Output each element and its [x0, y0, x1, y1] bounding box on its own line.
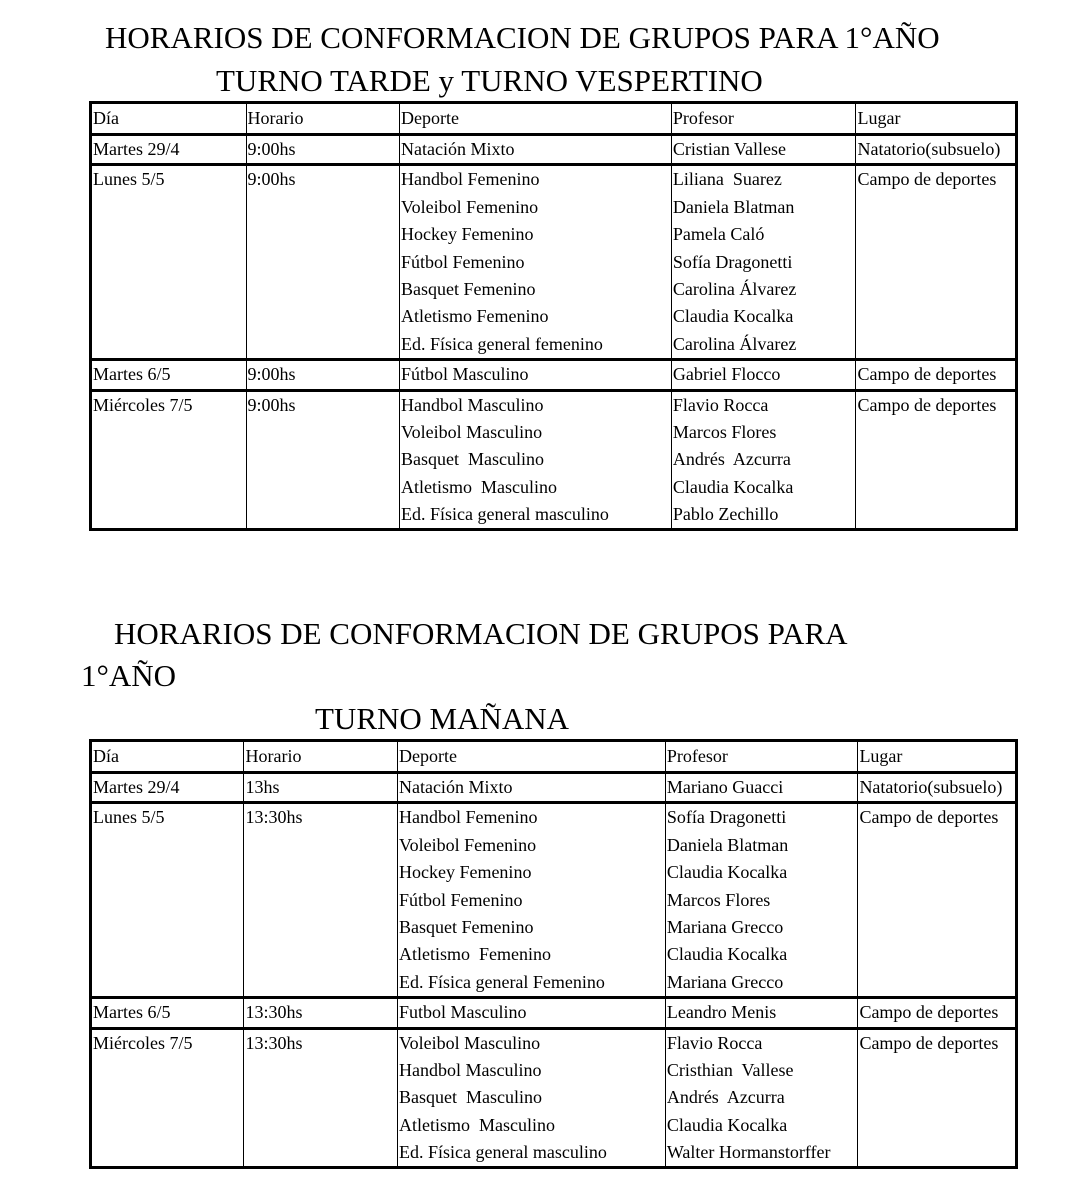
horario-text: 13:30hs	[245, 1032, 303, 1053]
cell-deporte	[397, 803, 665, 998]
table-row	[91, 390, 1017, 530]
cell-lugar	[856, 390, 1017, 530]
deporte-item: Fútbol Femenino	[400, 251, 525, 272]
lugar-text: Campo de deportes	[857, 169, 997, 190]
deporte-item: Voleibol Masculino	[398, 1032, 541, 1053]
deporte-item: Hockey Femenino	[400, 224, 534, 245]
deporte-item: Fútbol Femenino	[398, 889, 523, 910]
profesor-item: Mariana Grecco	[666, 971, 784, 992]
header-horario: Horario	[246, 103, 399, 135]
lugar-text: Campo de deportes	[857, 394, 997, 415]
deporte-item: Atletismo Masculino	[398, 1114, 555, 1135]
cell-deporte	[397, 773, 665, 803]
deporte-item: Handbol Masculino	[398, 1059, 542, 1080]
profesor-item: Andrés Azcurra	[672, 449, 791, 470]
profesor-item: Claudia Kocalka	[666, 1114, 788, 1135]
dia-text: Miércoles 7/5	[93, 1032, 193, 1053]
table-row	[91, 165, 1017, 360]
deporte-item: Natación Mixto	[398, 777, 513, 797]
cell-dia	[91, 165, 247, 360]
deporte-item: Basquet Masculino	[398, 1087, 542, 1108]
cell-horario	[244, 803, 397, 998]
deporte-item: Atletismo Femenino	[398, 944, 551, 965]
cell-deporte	[399, 360, 671, 390]
lugar-text: Campo de deportes	[859, 807, 999, 828]
header-deporte: Deporte	[397, 741, 665, 773]
deporte-item: Basquet Femenino	[398, 916, 534, 937]
profesor-item: Liliana Suarez	[672, 169, 782, 190]
horario-text: 9:00hs	[247, 394, 296, 415]
schedule-table-manana	[89, 739, 1018, 1169]
deporte-item: Fútbol Masculino	[400, 364, 529, 385]
deporte-item: Voleibol Femenino	[400, 196, 539, 217]
profesor-item: Leandro Menis	[666, 1002, 777, 1023]
cell-horario	[246, 165, 399, 360]
dia-text: Martes 29/4	[93, 777, 180, 797]
cell-horario	[244, 1028, 397, 1168]
deporte-item: Futbol Masculino	[398, 1002, 527, 1023]
cell-lugar	[856, 135, 1017, 165]
cell-horario	[246, 360, 399, 390]
cell-deporte	[399, 135, 671, 165]
profesor-item: Pablo Zechillo	[672, 504, 779, 525]
deporte-item: Handbol Masculino	[400, 394, 544, 415]
horario-text: 13:30hs	[245, 807, 303, 828]
cell-deporte	[397, 1028, 665, 1168]
lugar-text: Campo de deportes	[859, 1032, 999, 1053]
profesor-item: Mariana Grecco	[666, 916, 784, 937]
table-row	[91, 803, 1017, 998]
cell-dia	[91, 390, 247, 530]
table-row	[91, 998, 1017, 1028]
lugar-text: Campo de deportes	[859, 1002, 999, 1023]
cell-deporte	[397, 998, 665, 1028]
profesor-item: Marcos Flores	[666, 889, 771, 910]
header-lugar: Lugar	[858, 741, 1017, 773]
profesor-item: Walter Hormanstorffer	[666, 1142, 831, 1163]
table-header-row	[91, 103, 1017, 135]
cell-lugar	[856, 360, 1017, 390]
deporte-item: Atletismo Masculino	[400, 476, 557, 497]
cell-dia	[91, 803, 244, 998]
deporte-item: Ed. Física general femenino	[400, 333, 603, 354]
deporte-item: Ed. Física general masculino	[400, 504, 609, 525]
cell-profesor	[671, 165, 856, 360]
schedule-table-tarde-vespertino	[89, 101, 1018, 531]
dia-text: Lunes 5/5	[93, 169, 165, 190]
horario-text: 9:00hs	[247, 139, 296, 159]
profesor-item: Marcos Flores	[672, 421, 777, 442]
cell-dia	[91, 360, 247, 390]
deporte-item: Ed. Física general Femenino	[398, 971, 605, 992]
cell-lugar	[858, 1028, 1017, 1168]
profesor-item: Daniela Blatman	[672, 196, 795, 217]
header-lugar: Lugar	[856, 103, 1017, 135]
table-row	[91, 360, 1017, 390]
cell-lugar	[858, 998, 1017, 1028]
dia-text: Lunes 5/5	[93, 807, 165, 828]
cell-dia	[91, 773, 244, 803]
horario-text: 9:00hs	[247, 364, 296, 385]
table-row	[91, 1028, 1017, 1168]
header-profesor: Profesor	[665, 741, 858, 773]
horario-text: 9:00hs	[247, 169, 296, 190]
profesor-item: Andrés Azcurra	[666, 1087, 785, 1108]
header-deporte: Deporte	[399, 103, 671, 135]
deporte-item: Basquet Masculino	[400, 449, 544, 470]
table-header-row	[91, 741, 1017, 773]
cell-horario	[244, 773, 397, 803]
cell-lugar	[858, 773, 1017, 803]
header-profesor: Profesor	[671, 103, 856, 135]
lugar-text: Natatorio(subsuelo)	[859, 777, 1003, 797]
header-horario: Horario	[244, 741, 397, 773]
deporte-item: Natación Mixto	[400, 139, 515, 159]
horario-text: 13hs	[245, 777, 280, 797]
deporte-item: Hockey Femenino	[398, 862, 532, 883]
profesor-item: Claudia Kocalka	[666, 944, 788, 965]
profesor-item: Claudia Kocalka	[672, 476, 794, 497]
horario-text: 13:30hs	[245, 1002, 303, 1023]
profesor-item: Sofía Dragonetti	[672, 251, 793, 272]
table-row	[91, 135, 1017, 165]
cell-dia	[91, 998, 244, 1028]
profesor-item: Pamela Caló	[672, 224, 765, 245]
profesor-item: Daniela Blatman	[666, 834, 789, 855]
deporte-item: Voleibol Femenino	[398, 834, 537, 855]
profesor-item: Sofía Dragonetti	[666, 807, 787, 828]
header-dia: Día	[91, 741, 244, 773]
cell-horario	[246, 390, 399, 530]
cell-profesor	[671, 390, 856, 530]
cell-lugar	[858, 803, 1017, 998]
section2-title-line3: TURNO MAÑANA	[315, 701, 570, 736]
cell-dia	[91, 1028, 244, 1168]
dia-text: Miércoles 7/5	[93, 394, 193, 415]
profesor-item: Flavio Rocca	[666, 1032, 763, 1053]
profesor-item: Cristian Vallese	[672, 139, 787, 159]
deporte-item: Basquet Femenino	[400, 278, 536, 299]
cell-profesor	[665, 998, 858, 1028]
table-row	[91, 773, 1017, 803]
cell-horario	[244, 998, 397, 1028]
profesor-item: Carolina Álvarez	[672, 278, 797, 299]
deporte-item: Atletismo Femenino	[400, 306, 549, 327]
cell-profesor	[665, 1028, 858, 1168]
section1-title-line2: TURNO TARDE y TURNO VESPERTINO	[216, 63, 763, 98]
lugar-text: Natatorio(subsuelo)	[857, 139, 1001, 159]
cell-profesor	[671, 360, 856, 390]
deporte-item: Handbol Femenino	[400, 169, 540, 190]
cell-profesor	[665, 803, 858, 998]
cell-dia	[91, 135, 247, 165]
profesor-item: Carolina Álvarez	[672, 333, 797, 354]
cell-profesor	[671, 135, 856, 165]
profesor-item: Gabriel Flocco	[672, 364, 781, 385]
dia-text: Martes 29/4	[93, 139, 180, 159]
deporte-item: Voleibol Masculino	[400, 421, 543, 442]
profesor-item: Flavio Rocca	[672, 394, 769, 415]
cell-profesor	[665, 773, 858, 803]
deporte-item: Handbol Femenino	[398, 807, 538, 828]
lugar-text: Campo de deportes	[857, 364, 997, 385]
cell-lugar	[856, 165, 1017, 360]
profesor-item: Claudia Kocalka	[666, 862, 788, 883]
profesor-item: Mariano Guacci	[666, 777, 784, 797]
cell-deporte	[399, 165, 671, 360]
profesor-item: Claudia Kocalka	[672, 306, 794, 327]
cell-horario	[246, 135, 399, 165]
dia-text: Martes 6/5	[93, 364, 171, 385]
cell-deporte	[399, 390, 671, 530]
header-dia: Día	[91, 103, 247, 135]
section2-title-line2: 1°AÑO	[81, 658, 177, 693]
section2-title-line1: HORARIOS DE CONFORMACION DE GRUPOS PARA	[114, 616, 848, 651]
deporte-item: Ed. Física general masculino	[398, 1142, 607, 1163]
section1-title-line1: HORARIOS DE CONFORMACION DE GRUPOS PARA 1°AÑO	[105, 20, 940, 55]
profesor-item: Cristhian Vallese	[666, 1059, 794, 1080]
dia-text: Martes 6/5	[93, 1002, 171, 1023]
